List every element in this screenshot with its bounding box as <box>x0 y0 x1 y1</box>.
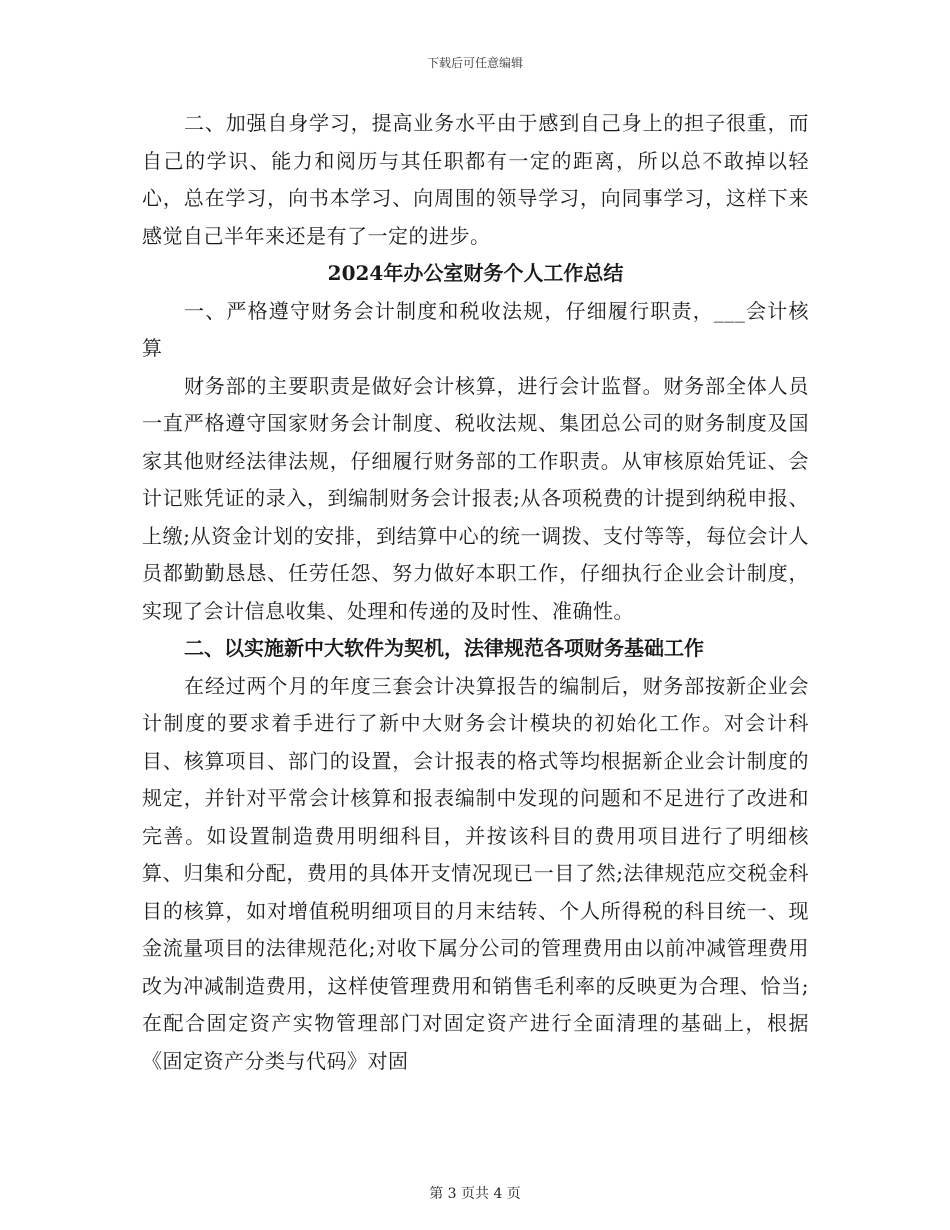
paragraph-study: 二、加强自身学习，提高业务水平由于感到自己身上的担子很重，而自己的学识、能力和阅历与其任职都有一定的距离，所以总不敢掉以轻心，总在学习，向书本学习、向周围的领导学习，向同事学习，这样下来感觉自己半年来还是有了一定的进步。 <box>142 111 809 248</box>
page-footer: 第 3 页共 4 页 <box>429 1186 521 1202</box>
section-two-heading: 二、以实施新中大软件为契机，法律规范各项财务基础工作 <box>184 636 704 660</box>
paragraph-software-implementation: 在经过两个月的年度三套会计决算报告的编制后，财务部按新企业会计制度的要求着手进行了新中大财务会计模块的初始化工作。对会计科目、核算项目、部门的设置，会计报表的格式等均根据新企业会计制度的规定，并针对平常会计核算和报表编制中发现的问题和不足进行了改进和完善。如设置制造费用明细科目，并按该科目的费用项目进行了明细核算、归集和分配，费用的具体开支情况现已一目了然;法律规范应交税金科目的核算，如对增值税明细项目的月末结转、个人所得税的科目统一、现金流量项目的法律规范化;对收下属分公司的管理费用由以前冲减管理费用改为冲减制造费用，这样使管理费用和销售毛利率的反映更为合理、恰当;在配合固定资产实物管理部门对固定资产进行全面清理的基础上，根据《固定资产分类与代码》对固 <box>142 673 809 1073</box>
document-title: 2024年办公室财务个人工作总结 <box>327 261 624 285</box>
section-one-heading: 一、严格遵守财务会计制度和税收法规，仔细履行职责，___会计核算 <box>142 298 809 360</box>
page-header: 下载后可任意编辑 <box>426 56 523 70</box>
paragraph-accounting-duties: 财务部的主要职责是做好会计核算，进行会计监督。财务部全体人员一直严格遵守国家财务会计制度、税收法规、集团总公司的财务制度及国家其他财经法律法规，仔细履行财务部的工作职责。从审核原始凭证、会计记账凭证的录入，到编制财务会计报表;从各项税费的计提到纳税申报、上缴;从资金计划的安排，到结算中心的统一调拨、支付等等，每位会计人员都勤勤恳恳、任劳任怨、努力做好本职工作，仔细执行企业会计制度，实现了会计信息收集、处理和传递的及时性、准确性。 <box>142 373 809 623</box>
document-body <box>142 105 809 1080</box>
